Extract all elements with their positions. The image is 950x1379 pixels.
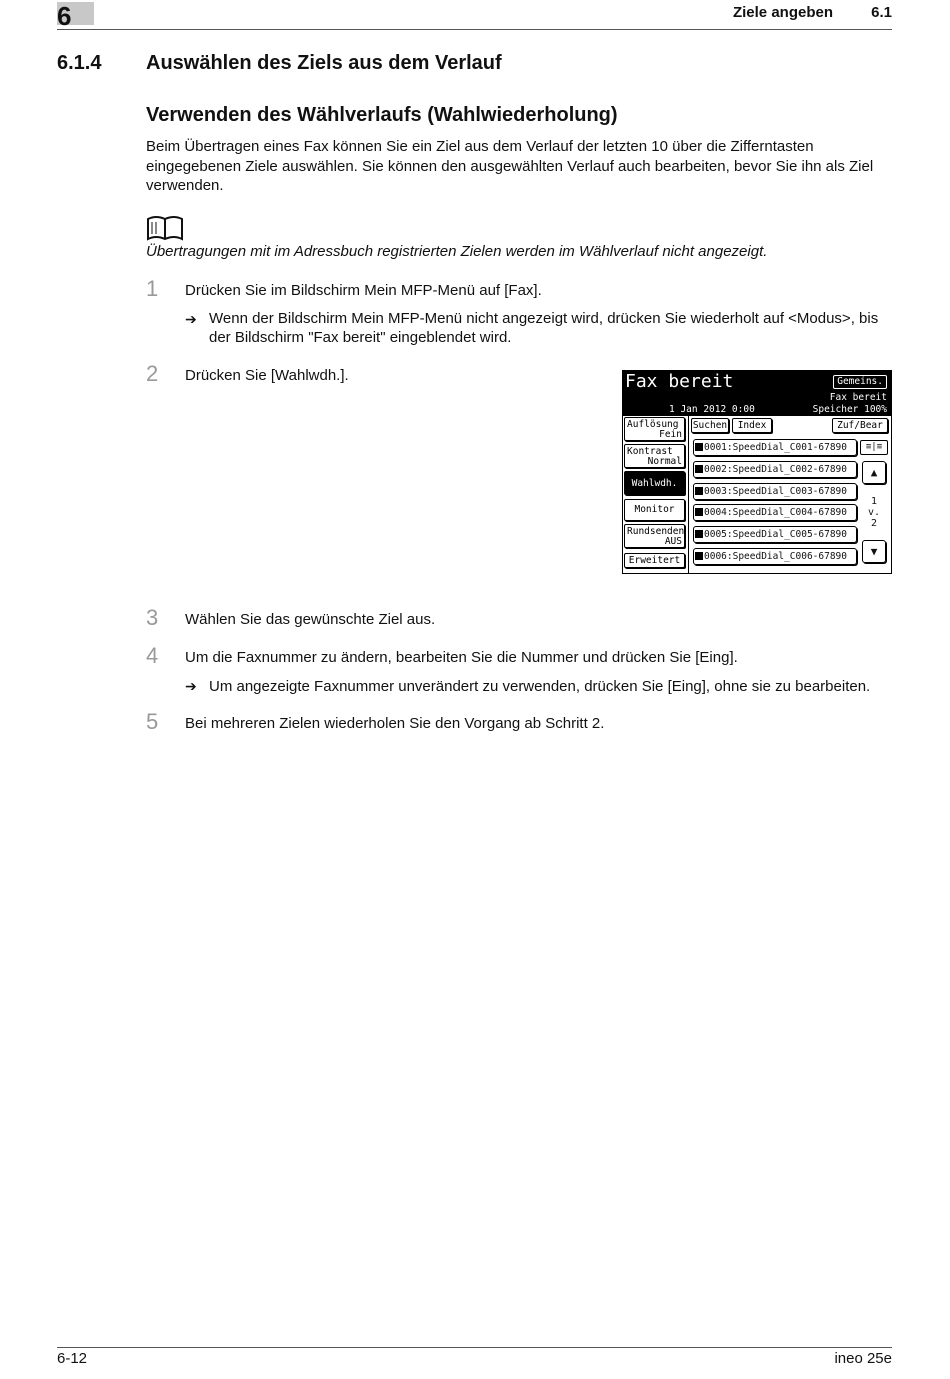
list-item-label: 0005:SpeedDial_C005-67890 [704, 529, 847, 540]
fax-icon [695, 508, 703, 516]
step-text: Bei mehreren Zielen wiederholen Sie den Vorgang ab Schritt 2. [185, 715, 605, 732]
arrow-icon: ➔ [185, 678, 197, 694]
fax-status-text: Fax bereit [829, 392, 887, 403]
arrow-icon: ➔ [185, 311, 197, 327]
note-text: Übertragungen mit im Adressbuch registrierten Zielen werden im Wählverlauf nicht angezeigt. [146, 243, 768, 260]
section-number: 6.1.4 [57, 52, 102, 74]
page-current: 1 [870, 496, 878, 507]
erweitert-button[interactable] [624, 553, 685, 568]
button-label: Monitor [634, 504, 675, 515]
list-item-label: 0001:SpeedDial_C001-67890 [704, 442, 847, 453]
page-of: v. [867, 507, 881, 518]
list-item[interactable] [693, 461, 857, 478]
subsection-title: Verwenden des Wählverlaufs (Wahlwiederholung) [146, 104, 618, 126]
step-number: 1 [146, 276, 159, 301]
scroll-down-button[interactable]: ▼ [862, 540, 886, 563]
step-text: Drücken Sie [Wahlwdh.]. [185, 367, 349, 384]
step-number: 5 [146, 709, 159, 734]
page-total: 2 [870, 518, 878, 529]
step-text: Drücken Sie im Bildschirm Mein MFP-Menü auf [Fax]. [185, 282, 542, 299]
footer-divider [57, 1347, 892, 1348]
rundsenden-button[interactable] [624, 524, 685, 548]
list-item[interactable] [693, 548, 857, 565]
fax-icon [695, 465, 703, 473]
suchen-tab[interactable]: Suchen [692, 420, 728, 431]
button-label: Erweitert [628, 555, 681, 566]
step-substep: Wenn der Bildschirm Mein MFP-Menü nicht angezeigt wird, drücken Sie wiederholt auf <Modus>, bis der Bildschirm "Fax bereit" eingeblendet wird. [209, 310, 879, 346]
list-view-toggle-button[interactable]: ≡|≡ [860, 440, 888, 455]
zuf-bear-tab[interactable]: Zuf/Bear [832, 418, 888, 433]
page-number: 6-12 [57, 1350, 88, 1367]
step-text: Wählen Sie das gewünschte Ziel aus. [185, 611, 436, 628]
list-item-label: 0004:SpeedDial_C004-67890 [704, 507, 847, 518]
monitor-button[interactable] [624, 499, 685, 521]
list-item[interactable] [693, 504, 857, 521]
header-title: Ziele angeben [732, 4, 833, 21]
kontrast-button[interactable] [624, 444, 685, 468]
fax-icon [695, 552, 703, 560]
list-item-label: 0006:SpeedDial_C006-67890 [704, 551, 847, 562]
button-value: Fein [659, 429, 682, 440]
section-title: Auswählen des Ziels aus dem Verlauf [146, 52, 502, 74]
intro-paragraph: Beim Übertragen eines Fax können Sie ein Ziel aus dem Verlauf der letzten 10 über die Zifferntasten eingegebenen Ziele auswählen. Sie können den ausgewählten Verlauf auch bearbeiten, bevor Sie ihn als Ziel verwenden. [146, 138, 874, 194]
fax-icon [695, 530, 703, 538]
fax-icon [695, 487, 703, 495]
button-label: Kontrast [627, 446, 673, 457]
list-item[interactable] [693, 439, 857, 456]
page-indicator [866, 496, 882, 529]
list-item[interactable] [693, 526, 857, 543]
step-number: 4 [146, 643, 159, 668]
button-label: Auflösung [627, 419, 679, 430]
button-label: Rundsenden [627, 526, 685, 537]
scroll-up-button[interactable]: ▲ [862, 461, 886, 484]
index-tab[interactable]: Index [732, 418, 772, 433]
chapter-number: 6 [57, 1, 72, 31]
header-divider [57, 29, 892, 30]
header-section: 6.1 [871, 4, 892, 21]
fax-icon [695, 443, 703, 451]
book-icon [146, 214, 184, 242]
fax-screen-illustration [622, 370, 892, 574]
step-substep: Um angezeigte Faxnummer unverändert zu verwenden, drücken Sie [Eing], ohne sie zu bearbeiten. [209, 678, 871, 695]
aufloesung-button[interactable] [624, 417, 685, 441]
step-number: 3 [146, 605, 159, 630]
panel-divider [688, 415, 689, 573]
button-value: Normal [647, 456, 682, 467]
button-label: Wahlwdh. [631, 478, 678, 489]
step-text: Um die Faxnummer zu ändern, bearbeiten Sie die Nummer und drücken Sie [Eing]. [185, 649, 738, 666]
gemeins-button[interactable]: Gemeins. [833, 375, 887, 389]
fax-date: 1 Jan 2012 0:00 [669, 404, 755, 415]
fax-status-bar [623, 371, 891, 416]
fax-memory: Speicher 100% [812, 404, 887, 415]
product-name: ineo 25e [834, 1350, 892, 1367]
button-value: AUS [664, 536, 682, 547]
step-number: 2 [146, 361, 159, 386]
list-item[interactable] [693, 483, 857, 500]
list-item-label: 0003:SpeedDial_C003-67890 [704, 486, 847, 497]
wahlwdh-button[interactable] [624, 471, 685, 495]
fax-screen-title: Fax bereit [625, 371, 734, 392]
list-item-label: 0002:SpeedDial_C002-67890 [704, 464, 847, 475]
